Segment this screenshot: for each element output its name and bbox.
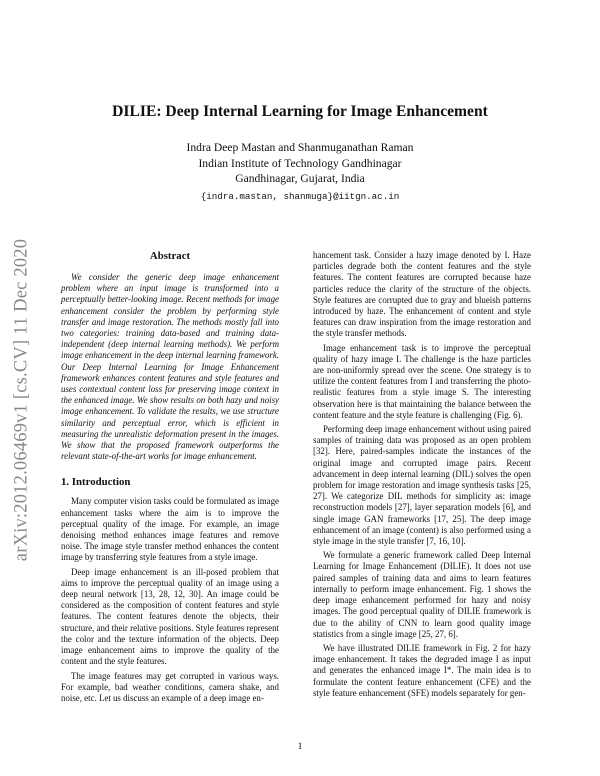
intro-paragraph: The image features may get corrupted in various ways. For example, bad weather conditions, camera shake, and noise, etc. Let us discuss an example of a deep image en- — [61, 670, 279, 703]
intro-paragraph: Image enhancement task is to improve the perceptual quality of hazy image I. The challenge is the haze particles are non-uniformly spread over the scene. One strategy is to utilize the content features from I and transferring the photo-realistic features from a style image S. The interesting observation here is that maintaining the balance between the content feature and the style feature is challenging (Fig. 6). — [313, 342, 531, 420]
author-block — [0, 140, 600, 204]
author-names: Indra Deep Mastan and Shanmuganathan Raman — [186, 141, 414, 154]
abstract-text: We consider the generic deep image enhancement problem where an input image is transformed into a perceptually better-looking image. Recent methods for image enhancement consider the problem by performing style transfer and image restoration. The methods mostly fall into two categories: training data-based and training data-independent (deep internal learning methods). We perform image enhancement in the deep internal learning framework. Our Deep Internal Learning for Image Enhancement framework enhances content features and style features and uses contextual content loss for preserving image context in the enhanced image. We show results on both hazy and noisy image enhancement. To validate the results, we use structure similarity and perceptual error, which is efficient in measuring the unrealistic deformation present in the images. We show that the proposed framework outperforms the relevant state-of-the-art works for image enhancement. — [61, 272, 279, 462]
paper-title: DILIE: Deep Internal Learning for Image Enhancement — [112, 103, 488, 120]
intro-paragraph: We have illustrated DILIE framework in Fig. 2 for hazy image enhancement. It takes the degraded image I as input and generates the enhanced image I*. The main idea is to formulate the content feature enhancement (CFE) and the style feature enhancement (SFE) models separately for gen- — [313, 642, 531, 698]
abstract-heading: Abstract — [149, 250, 191, 262]
left-column — [61, 250, 279, 707]
right-column — [313, 250, 531, 702]
arxiv-stamp — [8, 200, 36, 600]
intro-paragraph: hancement task. Consider a hazy image denoted by I. Haze particles degrade both the content features and the style features. The content features are corrupted because haze particles reduce the clarity of the structure of the objects. Style features are corrupted due to gray and blueish patterns introduced by haze. The enhancement of content and style features can draw inspiration from the image restoration and the style transfer methods. — [313, 250, 531, 339]
page-number: 1 — [297, 742, 303, 752]
intro-paragraph: Performing deep image enhancement without using paired samples of training data was proposed as an open problem [32]. Here, paired-samples indicate the instances of the original image and corrupted image pairs. Recent advancement in deep internal learning (DIL) solves the open problem for image restoration and image synthesis tasks [25, 27]. We categorize DIL methods for simplicity as: image reconstruction models [27], layer separation models [6], and single image GAN frameworks [17, 25]. The deep image enhancement of an image (content) is also performed using a style image in the style transfer [7, 16, 10]. — [313, 424, 531, 547]
intro-paragraph: We formulate a generic framework called Deep Internal Learning for Image Enhancement (DILIE). It does not use paired samples of training data and aims to learn features internally to perform image enhancement. Fig. 1 shows the deep image enhancement performed for hazy and noisy images. The good perceptual quality of DILIE framework is due to the ability of CNN to learn good quality image statistics from a single image [25, 27, 6]. — [313, 550, 531, 639]
introduction-heading: 1. Introduction — [61, 476, 131, 489]
author-location: Gandhinagar, Gujarat, India — [235, 172, 365, 186]
intro-paragraph: Many computer vision tasks could be formulated as image enhancement tasks where the aim is to improve the perceptual quality of the image. For example, an image denoising method enhances image features and remove noise. The image style transfer method enhances the content image by transferring style features from a style image. — [61, 496, 279, 563]
intro-paragraph: Deep image enhancement is an ill-posed problem that aims to improve the perceptual quality of an image using a deep neural network [13, 28, 12, 30]. An image could be considered as the composition of content features and style features. The content features denote the objects, their structure, and their relative positions. Style features represent the color and the texture information of the objects. Deep image enhancement aims to improve the quality of the content and the style features. — [61, 566, 279, 667]
author-affiliation: Indian Institute of Technology Gandhinagar — [198, 156, 402, 170]
arxiv-stamp-text: arXiv:2012.06469v1 [cs.CV] 11 Dec 2020 — [11, 238, 32, 562]
author-email: {indra.mastan, shanmuga}@iitgn.ac.in — [200, 190, 400, 202]
